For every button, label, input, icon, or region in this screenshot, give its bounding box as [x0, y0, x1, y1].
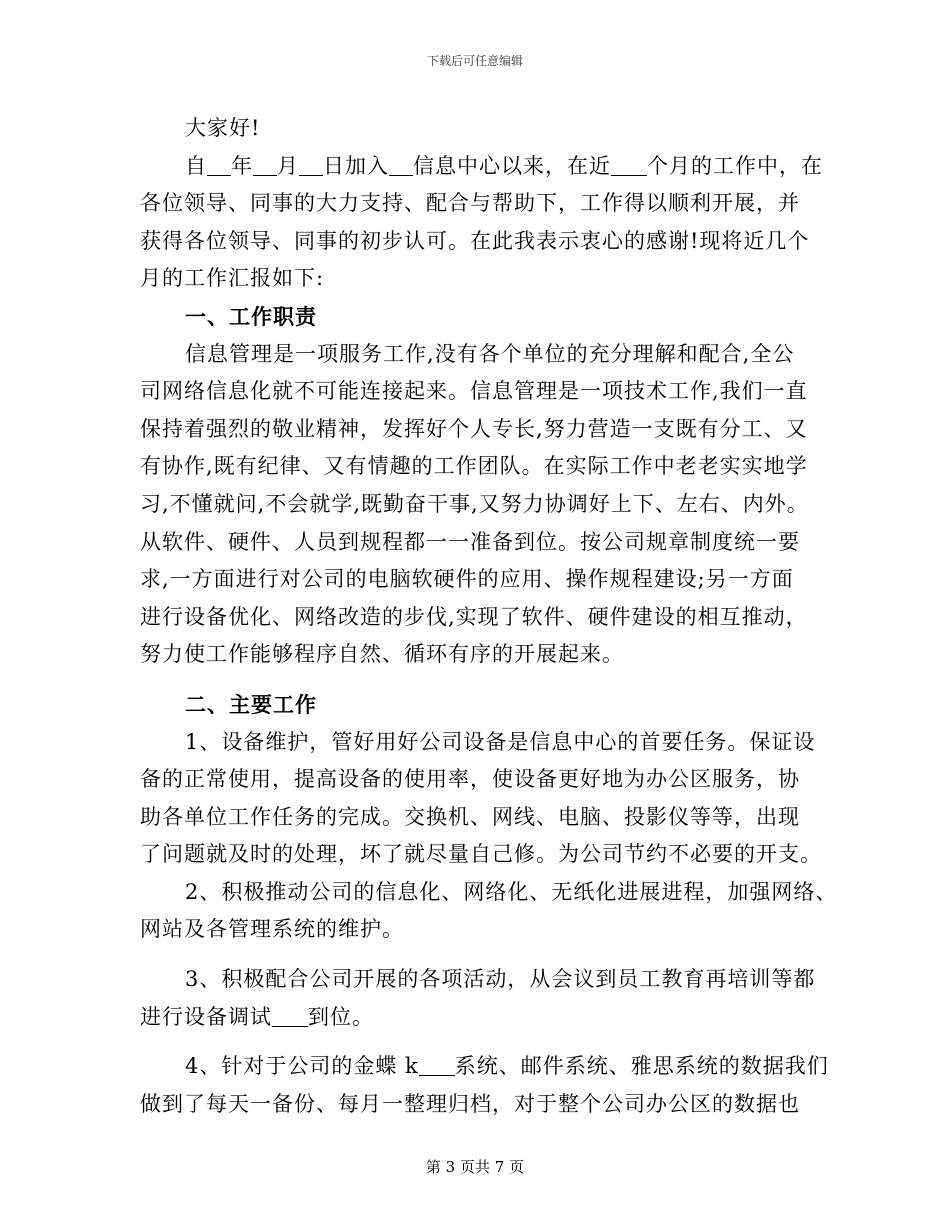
paragraph-line: 2、积极推动公司的信息化、网络化、无纸化进展进程，加强网络、: [185, 879, 838, 904]
year-blank: [207, 153, 231, 176]
paragraph-line: 保持着强烈的敬业精神，发挥好个人专长,努力营造一支既有分工、又: [140, 416, 808, 441]
spacer: [140, 1036, 820, 1048]
paragraph-line: 了问题就及时的处理，坏了就尽量自己修。为公司节约不必要的开支。: [140, 842, 822, 867]
paragraph-line: 从软件、硬件、人员到规程都一一准备到位。按公司规章制度统一要: [140, 529, 800, 554]
paragraph-line: 3、积极配合公司开展的各项活动，从会议到员工教育再培训等都: [185, 967, 816, 992]
item4-text: 系统、邮件系统、雅思系统的数据我们: [454, 1054, 829, 1079]
months-blank: [611, 153, 647, 176]
intro-text: 年: [231, 153, 253, 178]
page-header: 下载后可任意编辑: [426, 54, 523, 68]
paragraph-line: [140, 1048, 829, 1086]
page-footer: 第 3 页共 7 页: [425, 1158, 525, 1176]
fill-blank: [419, 1053, 455, 1076]
intro-text: 个月的工作中，在: [647, 153, 823, 178]
paragraph-line: 习,不懂就问,不会就学,既勤奋干事,又努力协调好上下、左右、内外。: [140, 491, 809, 516]
document-body: [140, 110, 838, 1123]
paragraph-line: 信息管理是一项服务工作,没有各个单位的充分理解和配合,全公: [185, 341, 795, 366]
intro-text: 月: [277, 153, 299, 178]
greeting: 大家好!: [185, 116, 261, 140]
paragraph-line: 努力使工作能够程序自然、循环有序的开展起来。: [140, 642, 624, 667]
intro-text: 自: [185, 153, 207, 178]
paragraph-line: [140, 999, 820, 1037]
paragraph-line: 做到了每天一备份、每月一整理归档，对于整个公司办公区的数据也: [140, 1091, 800, 1116]
intro-line-3: 获得各位领导、同事的初步认可。在此我表示衷心的感谢!现将近几个: [140, 228, 810, 253]
paragraph-line: 司网络信息化就不可能连接起来。信息管理是一项技术工作,我们一直: [140, 379, 808, 404]
section-heading-duties: 一、工作职责: [185, 303, 317, 329]
fill-blank: [272, 1004, 308, 1027]
paragraph-line: 1、设备维护，管好用好公司设备是信息中心的首要任务。保证设: [185, 729, 816, 754]
org-blank: [389, 153, 413, 176]
month-blank: [253, 153, 277, 176]
intro-line-4: 月的工作汇报如下:: [140, 266, 325, 291]
intro-text: 信息中心以来，在近: [413, 153, 611, 178]
spacer: [140, 674, 820, 686]
intro-text: 日加入: [323, 153, 389, 178]
day-blank: [299, 153, 323, 176]
paragraph-line: 进行设备优化、网络改造的步伐,实现了软件、硬件建设的相互推动，: [140, 604, 808, 629]
paragraph-line: 助各单位工作任务的完成。交换机、网线、电脑、投影仪等等，出现: [140, 804, 800, 829]
item3-text: 进行设备调试: [140, 1004, 272, 1029]
intro-line-2: 各位领导、同事的大力支持、配合与帮助下，工作得以顺利开展，并: [140, 191, 800, 216]
paragraph-line: 备的正常使用，提高设备的使用率，使设备更好地为办公区服务，协: [140, 767, 800, 792]
intro-line-1: [140, 148, 823, 186]
paragraph-line: 求,一方面进行对公司的电脑软硬件的应用、操作规程建设;另一方面: [140, 567, 794, 592]
item4-text: 4、针对于公司的金蝶 k: [185, 1054, 419, 1079]
spacer: [140, 949, 820, 961]
section-heading-main-work: 二、主要工作: [185, 691, 317, 717]
paragraph-line: 有协作,既有纪律、又有情趣的工作团队。在实际工作中老老实实地学: [140, 454, 808, 479]
item3-text: 到位。: [308, 1004, 374, 1029]
paragraph-line: 网站及各管理系统的维护。: [140, 917, 404, 942]
